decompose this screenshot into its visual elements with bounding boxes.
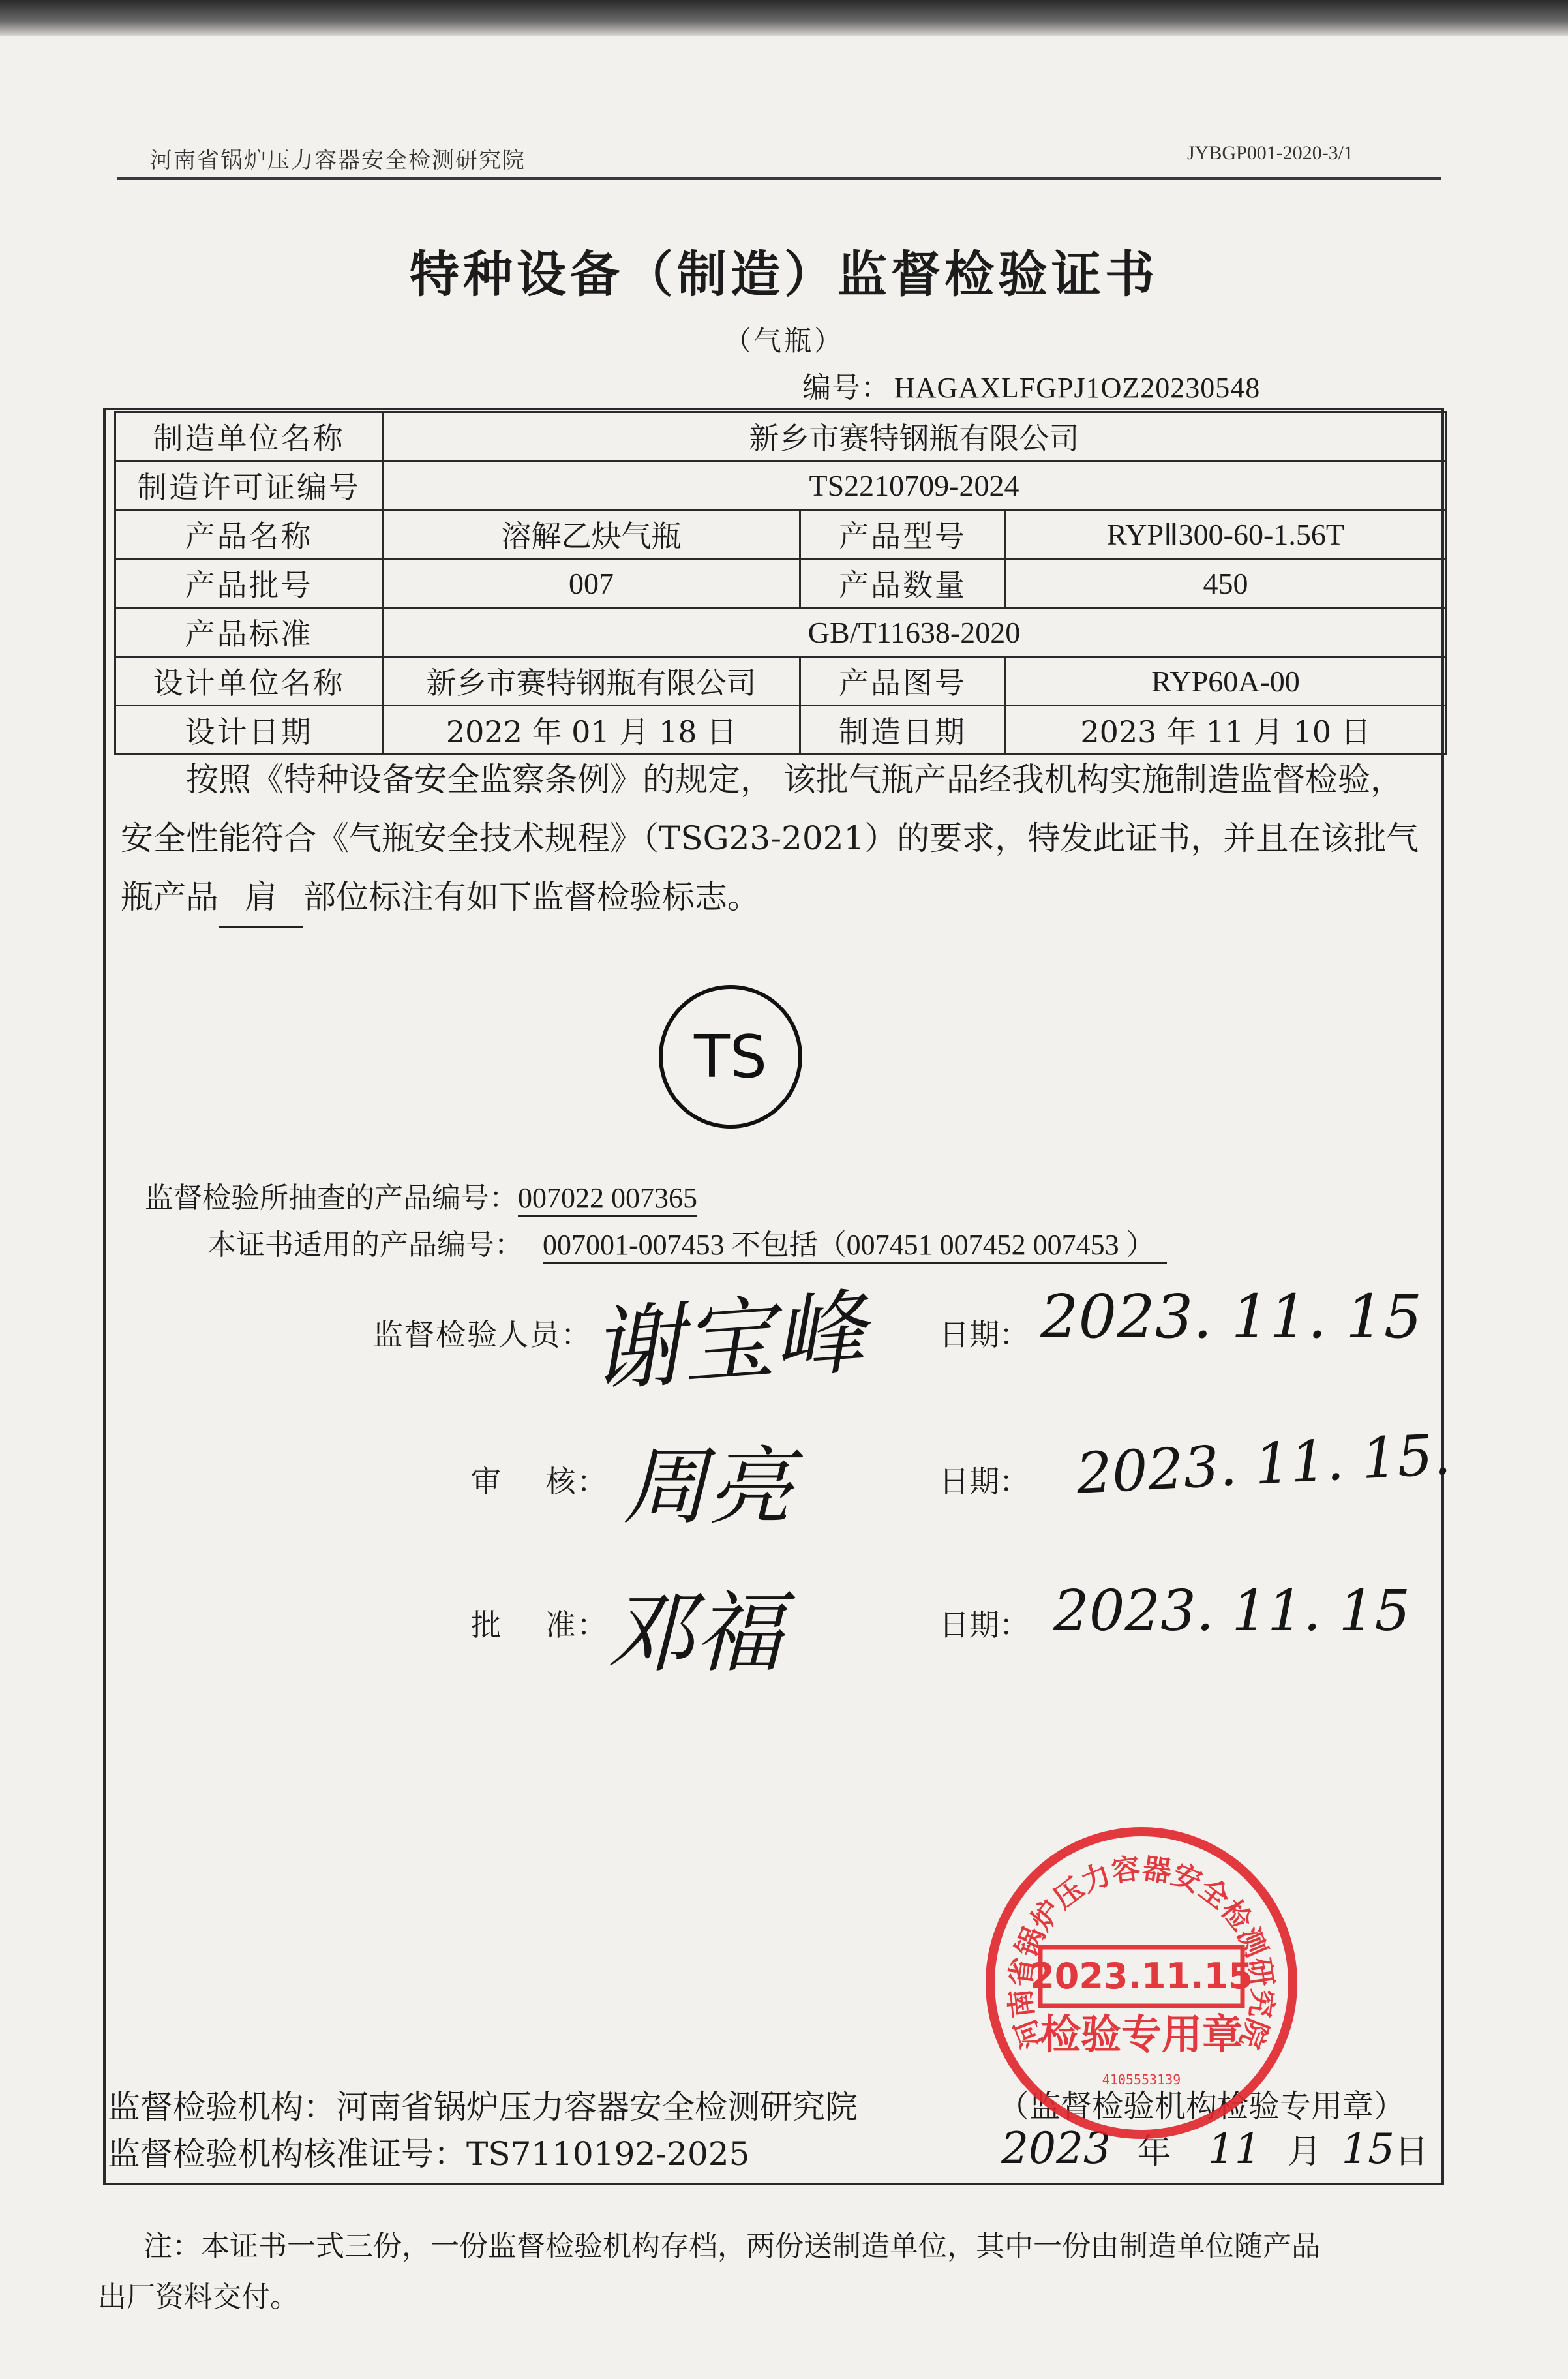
design-unit-label: 设计单位名称 — [115, 657, 383, 706]
reviewer-date: 2023. 11. 15. — [1074, 1422, 1453, 1507]
header-doc-code: JYBGP001-2020-3/1 — [1187, 142, 1354, 164]
date-label-2: 日期： — [939, 1464, 1029, 1499]
sampled-label: 监督检验所抽查的产品编号： — [145, 1181, 518, 1215]
certificate-title: 特种设备（制造）监督检验证书 — [410, 245, 1158, 303]
statement-line-3 — [121, 868, 1432, 928]
seal-purpose: 检验专用章 — [1040, 2010, 1243, 2058]
reviewer-signature: 周亮 — [623, 1437, 793, 1536]
statement-line-1: 按照《特种设备安全监察条例》的规定， 该批气瓶产品经我机构实施制造监督检验， — [186, 761, 1403, 798]
applicable-label: 本证书适用的产品编号： — [207, 1228, 523, 1262]
statement-line-2: 安全性能符合《气瓶安全技术规程》（TSG23-2021）的要求，特发此证书，并且在该批气 — [121, 819, 1419, 857]
stamp-date-month: 11 — [1208, 2125, 1261, 2174]
product-info-table — [114, 411, 1447, 755]
design-unit-value: 新乡市赛特钢瓶有限公司 — [383, 657, 800, 706]
inspector-label: 监督检验人员： — [373, 1317, 592, 1352]
footnote-line-1: 注：本证书一式三份，一份监督检验机构存档，两份送制造单位，其中一份由制造单位随产品 — [143, 2230, 1320, 2263]
header-rule — [117, 177, 1441, 180]
marking-position: 肩 — [219, 868, 303, 928]
seal-date: 2023.11.15 — [1030, 1956, 1253, 1997]
model-value: RYPⅡ300-60-1.56T — [1006, 510, 1446, 559]
stamp-date-year: 2023 — [1001, 2123, 1111, 2174]
license-value: TS2210709-2024 — [383, 461, 1446, 510]
model-label: 产品型号 — [800, 510, 1006, 559]
statement-line-3-pre: 瓶产品 — [121, 878, 219, 916]
approver-label: 批 准： — [471, 1607, 609, 1643]
footnote — [98, 2221, 1474, 2323]
standard-label: 产品标准 — [115, 608, 383, 657]
drawing-label: 产品图号 — [800, 657, 1006, 706]
seal-code: 4105553139 — [1102, 2072, 1181, 2087]
footnote-line-2: 出厂资料交付。 — [98, 2281, 299, 2314]
table-row — [115, 510, 1446, 559]
inspector-signature: 谢宝峰 — [587, 1279, 869, 1405]
stamp-date-month-char: 月 — [1288, 2132, 1322, 2172]
applicable-row — [207, 1221, 1167, 1263]
table-row — [115, 657, 1446, 706]
product-name-label: 产品名称 — [115, 510, 383, 559]
stamp-date-year-char: 年 — [1137, 2132, 1171, 2172]
stamp-date-day: 15 — [1341, 2125, 1395, 2174]
qty-value: 450 — [1006, 559, 1446, 608]
reviewer-label: 审 核： — [471, 1464, 609, 1499]
drawing-value: RYP60A-00 — [1006, 657, 1446, 706]
institution-approval-number: 监督检验机构核准证号：TS7110192-2025 — [108, 2135, 750, 2173]
certificate-number — [802, 364, 1260, 406]
mfg-date-label: 制造日期 — [800, 706, 1006, 755]
scan-top-edge — [0, 0, 1568, 36]
official-seal — [978, 1820, 1304, 2146]
mfr-value: 新乡市赛特钢瓶有限公司 — [383, 412, 1446, 461]
applicable-value: 007001-007453 不包括（007451 007452 007453 ） — [543, 1229, 1167, 1264]
license-label: 制造许可证编号 — [115, 461, 383, 510]
table-row — [115, 559, 1446, 608]
sampled-row — [145, 1174, 697, 1216]
design-date-label: 设计日期 — [115, 706, 383, 755]
sampled-value: 007022 007365 — [518, 1182, 697, 1217]
date-label-1: 日期： — [939, 1317, 1029, 1352]
date-label-3: 日期： — [939, 1607, 1029, 1643]
mfg-date-value: 2023 年 11 月 10 日 — [1006, 706, 1446, 755]
inspector-date: 2023. 11. 15 — [1040, 1282, 1423, 1352]
table-row — [115, 706, 1446, 755]
statement-line-3-post: 部位标注有如下监督检验标志。 — [303, 878, 760, 916]
design-date-value: 2022 年 01 月 18 日 — [383, 706, 800, 755]
mfr-label: 制造单位名称 — [115, 412, 383, 461]
standard-value: GB/T11638-2020 — [383, 608, 1446, 657]
table-row — [115, 608, 1446, 657]
seal-ring-textpath: 河南省锅炉压力容器安全检测研究院 — [1003, 1852, 1280, 2053]
certificate-subtitle: （气瓶） — [723, 325, 844, 357]
stamp-date-day-char: 日 — [1395, 2132, 1429, 2172]
certificate-number-value: HAGAXLFGPJ1OZ20230548 — [894, 372, 1261, 404]
statement-paragraph — [121, 750, 1432, 928]
certificate-number-label: 编号： — [802, 371, 890, 404]
approver-signature: 邓福 — [607, 1582, 783, 1684]
batch-value: 007 — [383, 559, 800, 608]
product-name-value: 溶解乙炔气瓶 — [383, 510, 800, 559]
batch-label: 产品批号 — [115, 559, 383, 608]
stamp-caption: （监督检验机构检验专用章） — [998, 2088, 1406, 2125]
table-row — [115, 412, 1446, 461]
ts-mark-icon: TS — [659, 985, 802, 1129]
table-row — [115, 461, 1446, 510]
inspection-institution: 监督检验机构：河南省锅炉压力容器安全检测研究院 — [108, 2088, 858, 2126]
approver-date: 2023. 11. 15 — [1053, 1579, 1411, 1644]
qty-label: 产品数量 — [800, 559, 1006, 608]
header-org: 河南省锅炉压力容器安全检测研究院 — [150, 147, 526, 174]
